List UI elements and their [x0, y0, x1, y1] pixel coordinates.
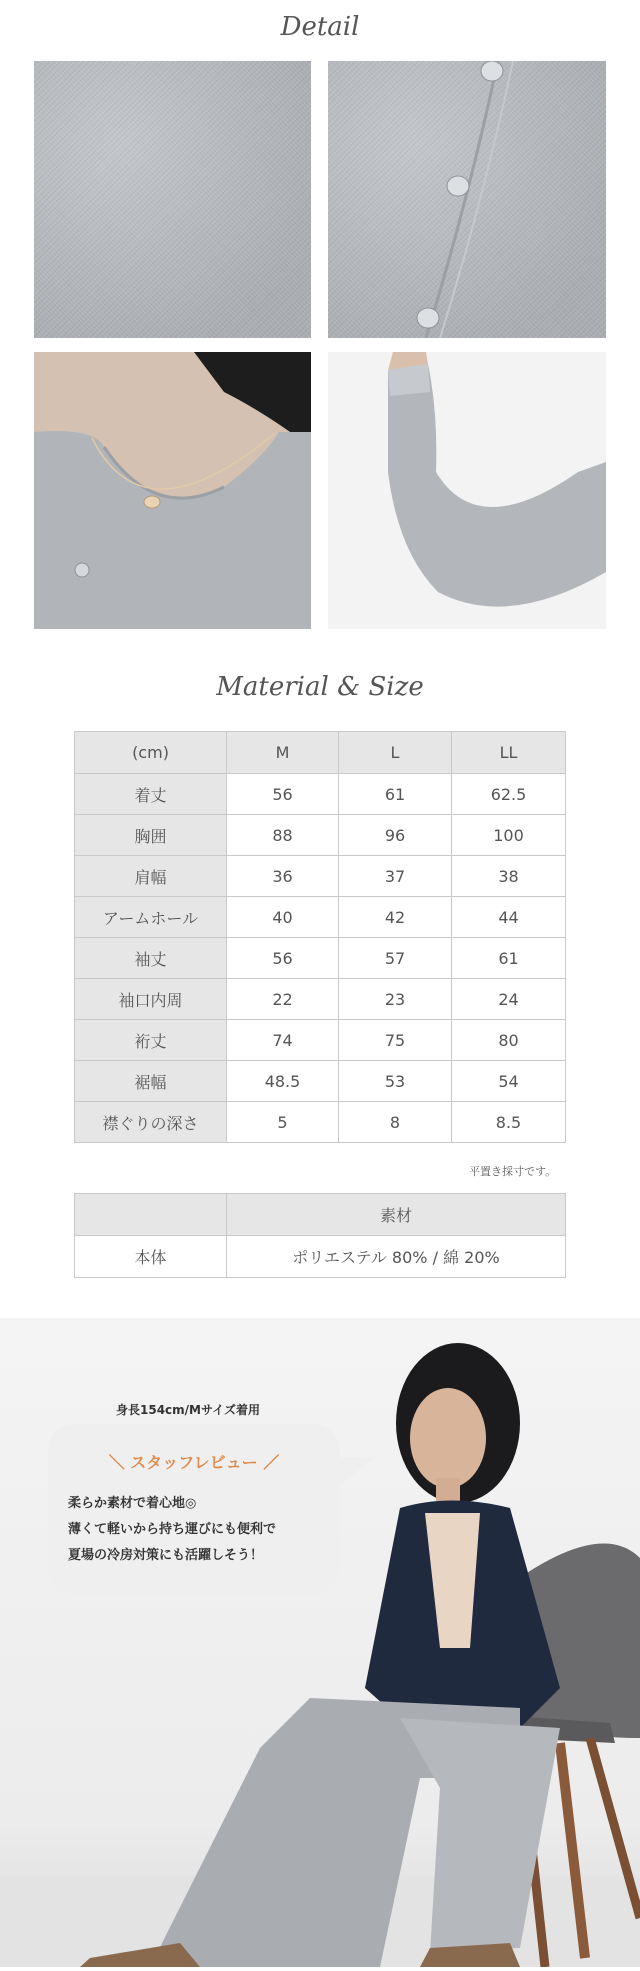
size-value-cell: 37 [339, 856, 452, 897]
size-table-row [75, 938, 566, 979]
size-row-label: 裾幅 [75, 1061, 227, 1102]
size-row-label: アームホール [75, 897, 227, 938]
button-icon [481, 61, 503, 81]
size-value-cell: 24 [452, 979, 566, 1020]
model-photo [0, 1318, 640, 1967]
size-value-cell: 44 [452, 897, 566, 938]
size-table-row [75, 1020, 566, 1061]
fabric-texture-photo [34, 61, 311, 338]
material-header: 素材 [227, 1194, 566, 1236]
size-value-cell: 53 [339, 1061, 452, 1102]
neckline-photo [34, 352, 311, 629]
button-icon [75, 563, 89, 577]
size-value-cell: 36 [227, 856, 339, 897]
size-value-cell: 100 [452, 815, 566, 856]
review-line: 柔らか素材で着心地◎ [68, 1496, 197, 1511]
size-value-cell: 8 [339, 1102, 452, 1143]
size-table [74, 731, 566, 1143]
sleeve-cuff-photo [328, 352, 606, 629]
material-table [74, 1193, 566, 1278]
size-value-cell: 40 [227, 897, 339, 938]
detail-title: Detail [280, 12, 360, 42]
material-row-value: ポリエステル 80% / 綿 20% [227, 1236, 566, 1278]
material-size-title: Material & Size [216, 672, 424, 702]
button-icon [447, 176, 469, 196]
material-table-blank-cell [75, 1194, 227, 1236]
size-value-cell: 96 [339, 815, 452, 856]
size-table-row [75, 856, 566, 897]
size-value-cell: 57 [339, 938, 452, 979]
size-row-label: 裄丈 [75, 1020, 227, 1061]
size-row-label: 襟ぐりの深さ [75, 1102, 227, 1143]
size-value-cell: 88 [227, 815, 339, 856]
size-table-row [75, 1061, 566, 1102]
size-value-cell: 42 [339, 897, 452, 938]
size-value-cell: 75 [339, 1020, 452, 1061]
size-table-row [75, 897, 566, 938]
button-placket-photo [328, 61, 606, 338]
size-value-cell: 56 [227, 938, 339, 979]
measure-note: 平置き採寸です。 [469, 1165, 557, 1178]
size-table-row [75, 774, 566, 815]
size-value-cell: 74 [227, 1020, 339, 1061]
size-value-cell: 61 [452, 938, 566, 979]
size-value-cell: 62.5 [452, 774, 566, 815]
review-line: 夏場の冷房対策にも活躍しそう！ [68, 1548, 264, 1563]
size-row-label: 着丈 [75, 774, 227, 815]
size-table-unit-header: (cm) [75, 732, 227, 774]
size-header-ll: LL [452, 732, 566, 774]
size-value-cell: 38 [452, 856, 566, 897]
size-row-label: 肩幅 [75, 856, 227, 897]
staff-review-title: ＼ スタッフレビュー ／ [108, 1453, 280, 1472]
neckline-illustration [34, 352, 311, 629]
button-placket-illustration [328, 61, 606, 338]
model-info: 身長154cm/Mサイズ着用 [116, 1403, 261, 1417]
size-row-label: 胸囲 [75, 815, 227, 856]
size-table-row [75, 815, 566, 856]
size-header-m: M [227, 732, 339, 774]
size-value-cell: 22 [227, 979, 339, 1020]
size-value-cell: 80 [452, 1020, 566, 1061]
size-value-cell: 8.5 [452, 1102, 566, 1143]
size-value-cell: 23 [339, 979, 452, 1020]
size-table-row [75, 1102, 566, 1143]
material-row-label: 本体 [75, 1236, 227, 1278]
sleeve-illustration [328, 352, 606, 629]
size-table-row [75, 979, 566, 1020]
size-value-cell: 54 [452, 1061, 566, 1102]
size-value-cell: 48.5 [227, 1061, 339, 1102]
size-header-l: L [339, 732, 452, 774]
size-value-cell: 56 [227, 774, 339, 815]
size-row-label: 袖口内周 [75, 979, 227, 1020]
model-illustration [0, 1318, 640, 1967]
size-value-cell: 61 [339, 774, 452, 815]
button-icon [417, 308, 439, 328]
size-row-label: 袖丈 [75, 938, 227, 979]
review-line: 薄くて軽いから持ち運びにも便利で [68, 1522, 277, 1537]
size-value-cell: 5 [227, 1102, 339, 1143]
staff-review-bubble [48, 1424, 340, 1594]
